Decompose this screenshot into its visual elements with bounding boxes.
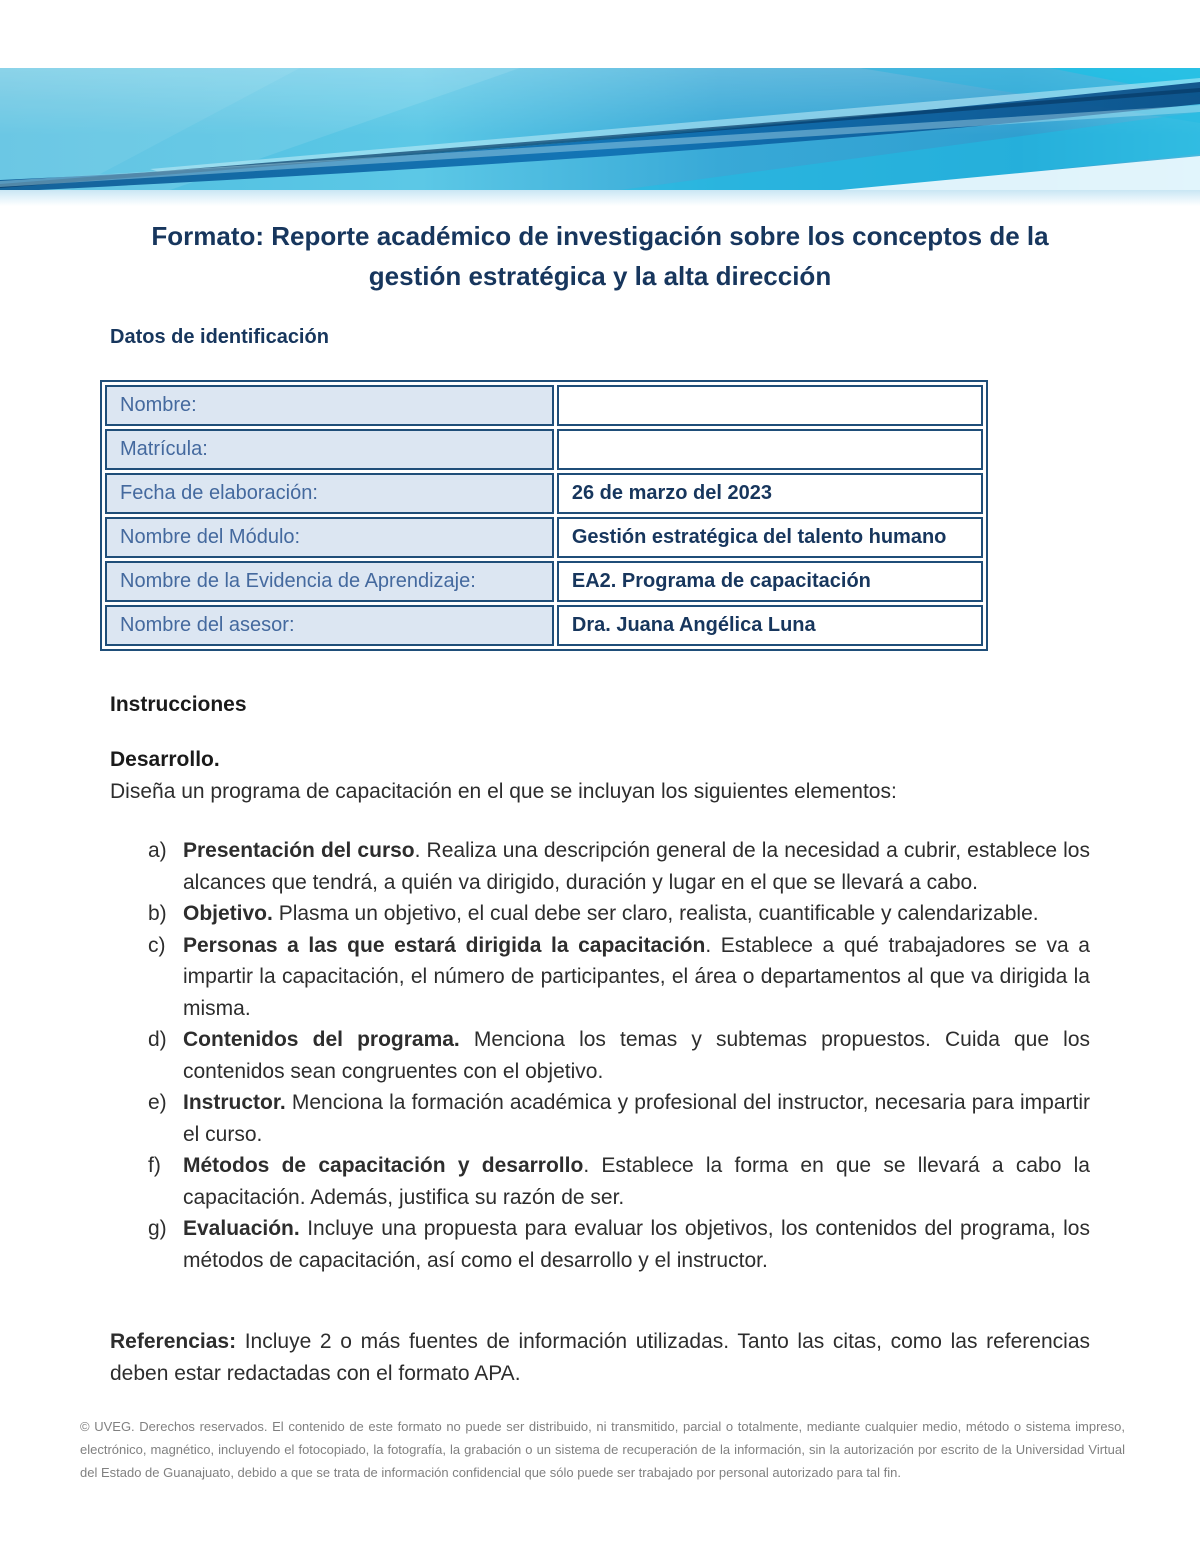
copyright-footer: © UVEG. Derechos reservados. El contenido de este formato no puede ser distribuido, ni transmitido, parcial o totalmente, mediante cualquier medio, método o sistema impreso, electrónico, magnético, incluyendo el fotocopiado, la fotografía, la grabación o un sistema de recuperación de la información, sin la autorización por escrito de la Universidad Virtual del Estado de Guanajuato, debido a que se trata de información confidencial que sólo puede ser trabajado por personal autorizado para tal fin.	[80, 1419, 1125, 1480]
document-title-line2: gestión estratégica y la alta dirección	[368, 261, 832, 291]
item-lead: Evaluación.	[183, 1217, 300, 1240]
desarrollo-heading: Desarrollo.	[110, 748, 220, 771]
field-value-fecha: 26 de marzo del 2023	[557, 473, 983, 514]
table-row-nombre	[105, 385, 983, 426]
field-value-asesor: Dra. Juana Angélica Luna	[557, 605, 983, 646]
field-value-nombre	[557, 385, 983, 426]
list-marker: b)	[148, 902, 167, 925]
item-lead: Objetivo.	[183, 902, 273, 925]
item-lead: Contenidos del programa.	[183, 1028, 460, 1051]
list-marker: c)	[148, 933, 166, 957]
identification-heading: Datos de identificación	[110, 326, 329, 348]
instructions-heading: Instrucciones	[110, 692, 247, 716]
item-text: Menciona los temas y subtemas propuestos. Cuida que los contenidos sean congruentes con el objetivo.	[183, 1028, 1090, 1083]
field-label-matricula: Matrícula:	[105, 429, 554, 470]
list-item-c	[110, 930, 1090, 1025]
references-lead: Referencias:	[110, 1330, 237, 1353]
item-lead: Presentación del curso	[183, 839, 415, 862]
field-label-nombre: Nombre:	[105, 385, 554, 426]
table-row-asesor	[105, 605, 983, 646]
field-value-evidencia: EA2. Programa de capacitación	[557, 561, 983, 602]
field-label-fecha: Fecha de elaboración:	[105, 473, 554, 514]
table-row-fecha	[105, 473, 983, 514]
list-marker: g)	[148, 1217, 167, 1240]
table-row-matricula	[105, 429, 983, 470]
item-lead: Instructor.	[183, 1091, 286, 1114]
field-value-modulo: Gestión estratégica del talento humano	[557, 517, 983, 558]
item-text: Plasma un objetivo, el cual debe ser claro, realista, cuantificable y calendarizable.	[272, 902, 1039, 925]
list-marker: d)	[148, 1028, 167, 1051]
item-text: Menciona la formación académica y profesional del instructor, necesaria para impartir el curso.	[183, 1091, 1090, 1146]
list-item-e	[110, 1087, 1090, 1150]
item-lead: Métodos de capacitación y desarrollo	[183, 1154, 584, 1177]
list-item-g	[110, 1213, 1090, 1276]
list-marker: f)	[148, 1154, 161, 1177]
references-paragraph	[110, 1326, 1090, 1389]
table-row-modulo	[105, 517, 983, 558]
instructions-list	[110, 835, 1090, 1276]
header-banner-image	[0, 68, 1200, 190]
identification-table	[100, 380, 988, 651]
document-title-line1: Formato: Reporte académico de investigación sobre los conceptos de la	[151, 221, 1049, 251]
field-value-matricula	[557, 429, 983, 470]
list-item-a	[110, 835, 1090, 898]
list-marker: e)	[148, 1091, 167, 1114]
list-marker: a)	[148, 839, 167, 862]
item-text: Incluye una propuesta para evaluar los objetivos, los contenidos del programa, los métodos de capacitación, así como el desarrollo y el instructor.	[183, 1217, 1090, 1272]
item-text: . Establece la forma en que se llevará a cabo la capacitación. Además, justifica su razón de ser.	[183, 1154, 1090, 1209]
field-label-evidencia: Nombre de la Evidencia de Aprendizaje:	[105, 561, 554, 602]
list-item-d	[110, 1024, 1090, 1087]
instructions-intro: Diseña un programa de capacitación en el que se incluyan los siguientes elementos:	[110, 779, 897, 803]
field-label-asesor: Nombre del asesor:	[105, 605, 554, 646]
list-item-f	[110, 1150, 1090, 1213]
table-row-evidencia	[105, 561, 983, 602]
references-text: Incluye 2 o más fuentes de información utilizadas. Tanto las citas, como las referencias deben estar redactadas con el formato APA.	[110, 1330, 1090, 1385]
document-title	[0, 216, 1200, 296]
item-text: . Establece a qué trabajadores se va a impartir la capacitación, el número de participantes, el área o departamentos al que va dirigida la misma.	[183, 933, 1090, 1020]
document-body	[0, 322, 1200, 1484]
item-text: . Realiza una descripción general de la necesidad a cubrir, establece los alcances que tendrá, a quién va dirigido, duración y lugar en el que se llevará a cabo.	[183, 839, 1090, 894]
header-banner-fade	[0, 190, 1200, 206]
item-lead: Personas a las que estará dirigida la capacitación	[183, 933, 706, 957]
list-item-b	[110, 898, 1090, 930]
field-label-modulo: Nombre del Módulo:	[105, 517, 554, 558]
